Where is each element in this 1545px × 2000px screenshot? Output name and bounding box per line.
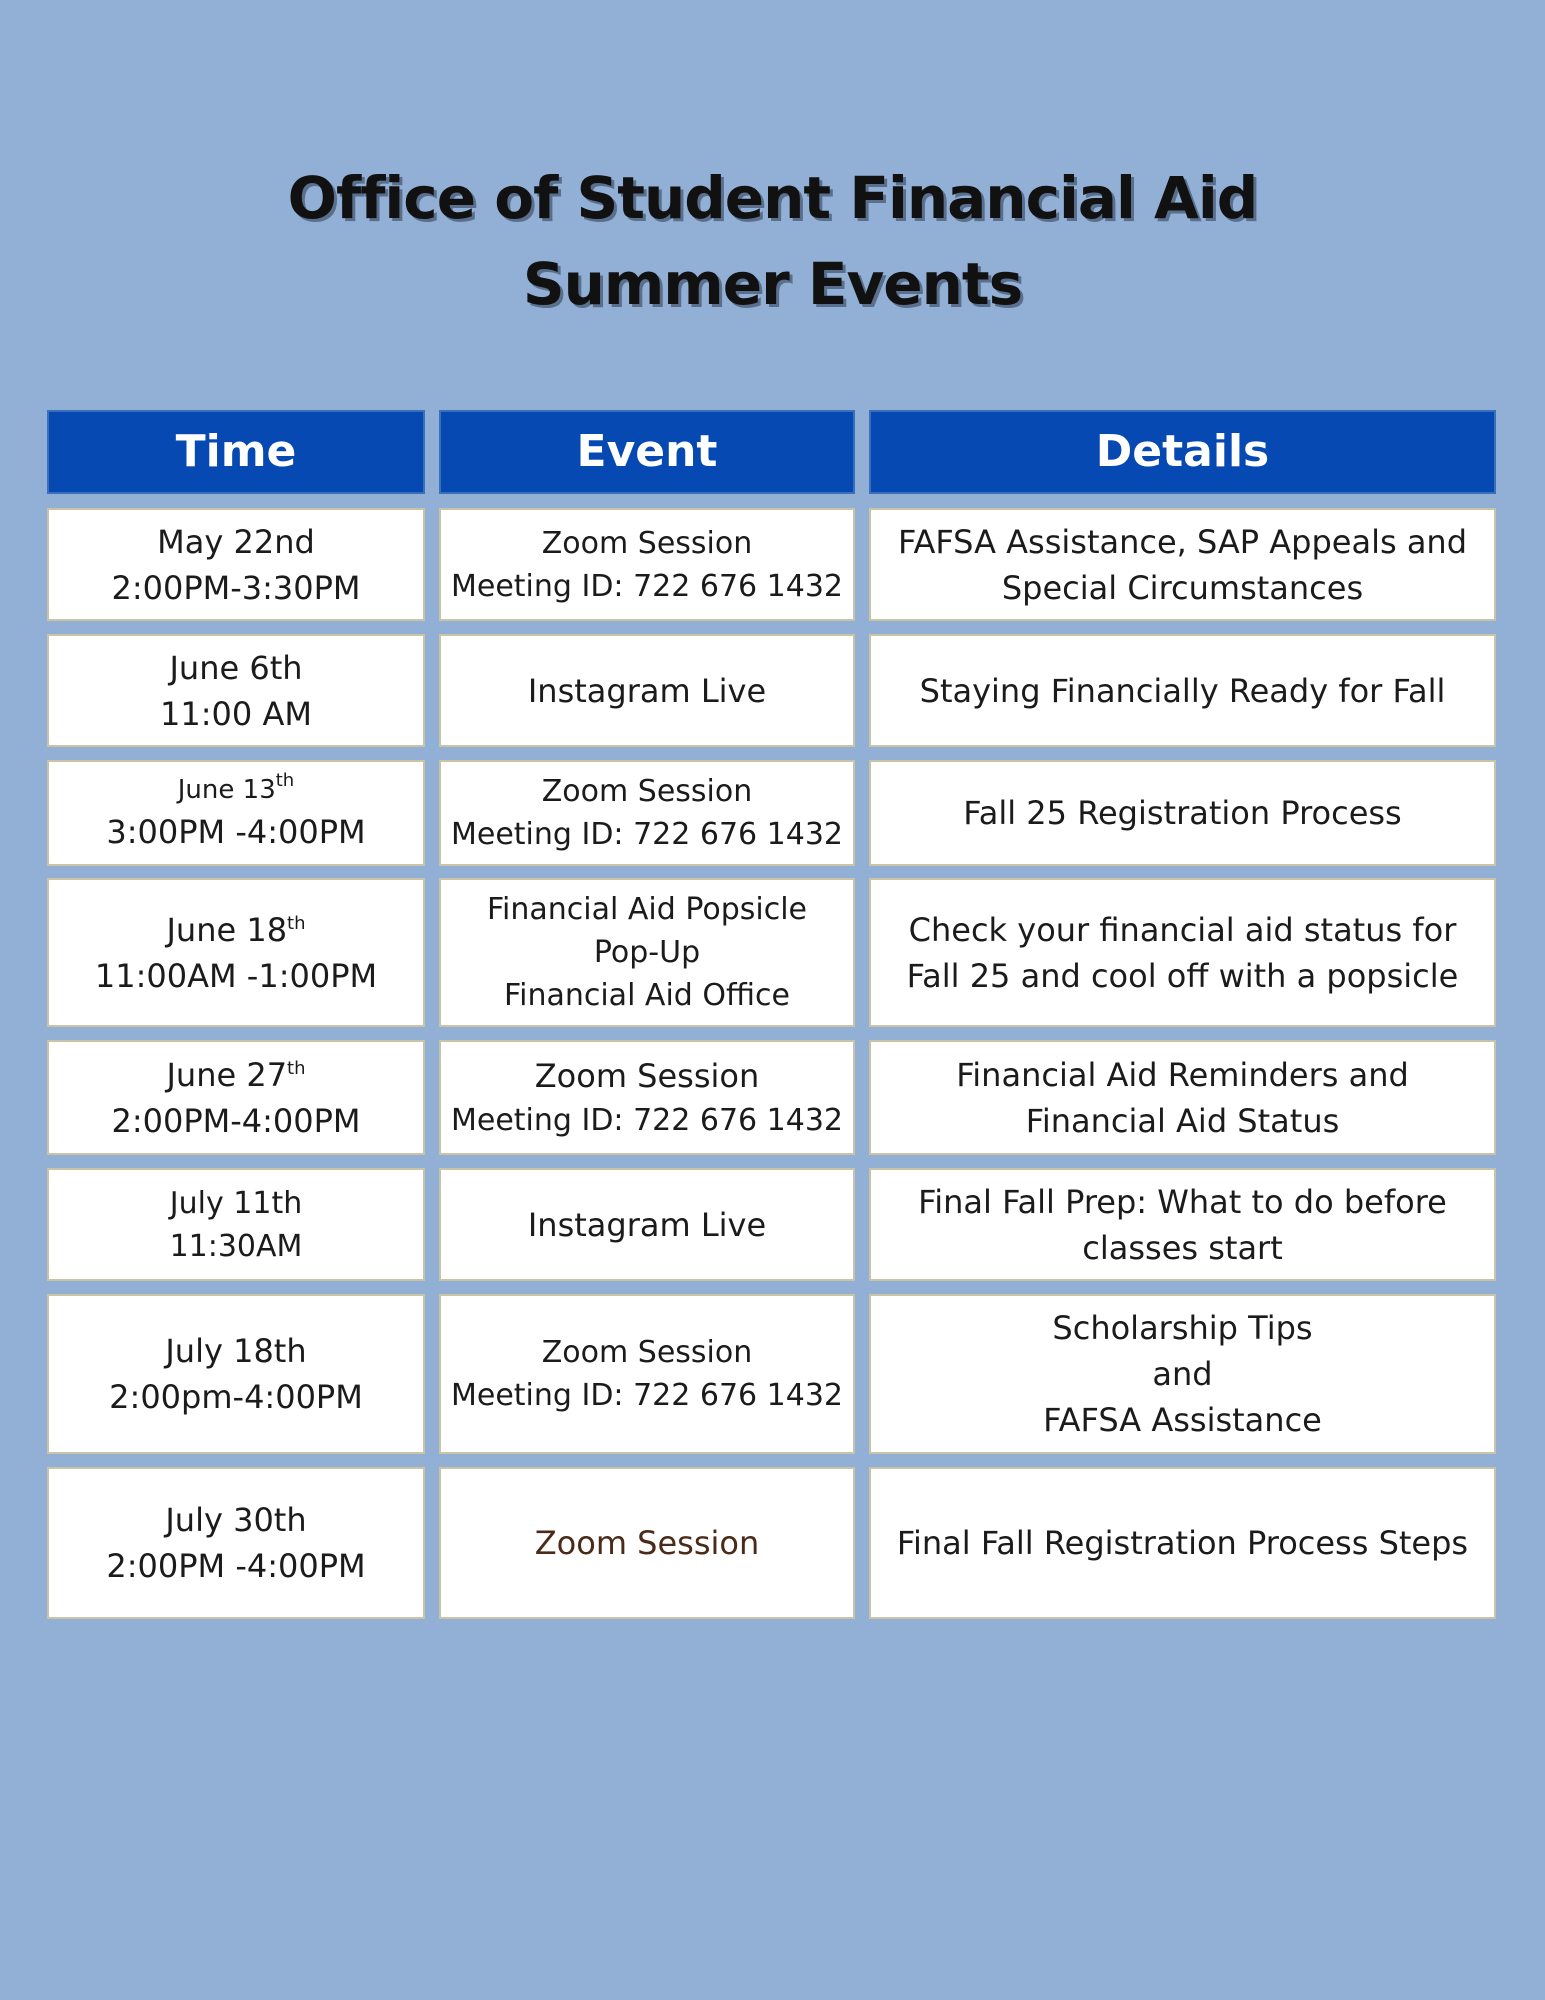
row-7-time: 2:00pm-4:00PM — [109, 1378, 363, 1416]
row-3-date-text: June 13 — [177, 775, 276, 805]
row-7-details-cell — [869, 1294, 1496, 1454]
row-6-details-cell — [869, 1168, 1496, 1281]
row-5-event-line-2: Meeting ID: 722 676 1432 — [450, 1103, 844, 1138]
row-4-time-cell — [47, 878, 425, 1027]
row-5-event-line-1: Zoom Session — [534, 1057, 760, 1095]
row-4-date-text: June 18 — [166, 910, 288, 949]
row-4-event-line-1: Financial Aid Popsicle — [486, 892, 807, 927]
row-2-time-cell — [47, 634, 425, 747]
row-4-details-line-1: Check your financial aid status for — [908, 910, 1457, 949]
row-2-event-cell — [439, 634, 855, 747]
row-6-details-line-1: Final Fall Prep: What to do before — [918, 1182, 1447, 1221]
row-5-date-text: June 27 — [166, 1055, 288, 1094]
row-6-date: July 11th — [169, 1185, 303, 1221]
row-4-details-line-2: Fall 25 and cool off with a popsicle — [906, 956, 1459, 995]
row-4-details-cell — [869, 878, 1496, 1027]
row-7-event-line-2: Meeting ID: 722 676 1432 — [450, 1378, 844, 1413]
row-8-details-line-1: Final Fall Registration Process Steps — [896, 1524, 1469, 1562]
row-3-date — [178, 771, 294, 809]
row-3-details-cell — [869, 760, 1496, 866]
row-7-event-cell — [439, 1294, 855, 1454]
row-2-details-cell — [869, 634, 1496, 747]
row-1-details-line-1: FAFSA Assistance, SAP Appeals and — [897, 522, 1468, 561]
row-6-event-line-1: Instagram Live — [527, 1205, 767, 1244]
row-4-time: 11:00AM -1:00PM — [94, 956, 378, 995]
row-1-date: May 22nd — [157, 522, 315, 561]
row-8-event-line-1: Zoom Session — [534, 1524, 760, 1562]
row-5-time-cell — [47, 1040, 425, 1155]
row-1-details-line-2: Special Circumstances — [1001, 568, 1364, 607]
row-2-time: 11:00 AM — [160, 694, 312, 733]
row-4-date-suffix: th — [287, 912, 306, 934]
row-2-date: June 6th — [169, 648, 303, 687]
row-5-time: 2:00PM-4:00PM — [111, 1101, 361, 1140]
title-line-1: Office of Student Financial Aid — [287, 164, 1258, 232]
header-event: Event — [439, 410, 855, 494]
row-4-event-line-2: Pop-Up — [593, 935, 701, 970]
row-1-event-line-1: Zoom Session — [541, 525, 753, 561]
row-4-date — [166, 907, 305, 953]
row-7-time-cell — [47, 1294, 425, 1454]
row-2-details-line-1: Staying Financially Ready for Fall — [919, 671, 1446, 710]
row-1-time-cell — [47, 508, 425, 621]
row-8-time-cell — [47, 1467, 425, 1619]
row-3-date-suffix: th — [275, 770, 295, 791]
row-3-details-line-1: Fall 25 Registration Process — [963, 794, 1402, 832]
row-7-details-line-1: Scholarship Tips — [1052, 1309, 1313, 1347]
row-1-time: 2:00PM-3:30PM — [111, 568, 361, 607]
row-1-details-cell — [869, 508, 1496, 621]
row-5-date-suffix: th — [287, 1057, 306, 1079]
row-7-details-line-3: FAFSA Assistance — [1043, 1401, 1322, 1439]
row-7-date: July 18th — [165, 1332, 307, 1370]
row-3-event-line-2: Meeting ID: 722 676 1432 — [450, 817, 844, 852]
row-8-date: July 30th — [165, 1501, 307, 1539]
row-8-time: 2:00PM -4:00PM — [106, 1547, 366, 1585]
row-7-event-line-1: Zoom Session — [541, 1335, 753, 1370]
header-time: Time — [47, 410, 425, 494]
row-8-details-cell — [869, 1467, 1496, 1619]
row-8-event-cell — [439, 1467, 855, 1619]
row-5-details-cell — [869, 1040, 1496, 1155]
row-4-event-cell — [439, 878, 855, 1027]
header-details: Details — [869, 410, 1496, 494]
row-3-time: 3:00PM -4:00PM — [106, 813, 366, 851]
row-6-event-cell — [439, 1168, 855, 1281]
row-5-date — [166, 1052, 305, 1098]
row-1-event-line-2: Meeting ID: 722 676 1432 — [450, 568, 844, 604]
row-3-event-cell — [439, 760, 855, 866]
row-5-details-line-2: Financial Aid Status — [1025, 1101, 1340, 1140]
title-line-2: Summer Events — [522, 250, 1023, 318]
page-title — [0, 155, 1545, 327]
row-6-details-line-2: classes start — [1082, 1228, 1283, 1267]
row-6-time: 11:30AM — [169, 1228, 303, 1264]
row-5-event-cell — [439, 1040, 855, 1155]
row-6-time-cell — [47, 1168, 425, 1281]
row-4-event-line-3: Financial Aid Office — [504, 978, 790, 1013]
row-1-event-cell — [439, 508, 855, 621]
row-3-event-line-1: Zoom Session — [541, 774, 753, 809]
row-3-time-cell — [47, 760, 425, 866]
row-2-event-line-1: Instagram Live — [527, 671, 767, 710]
row-7-details-line-2: and — [1152, 1355, 1213, 1393]
row-5-details-line-1: Financial Aid Reminders and — [956, 1055, 1409, 1094]
